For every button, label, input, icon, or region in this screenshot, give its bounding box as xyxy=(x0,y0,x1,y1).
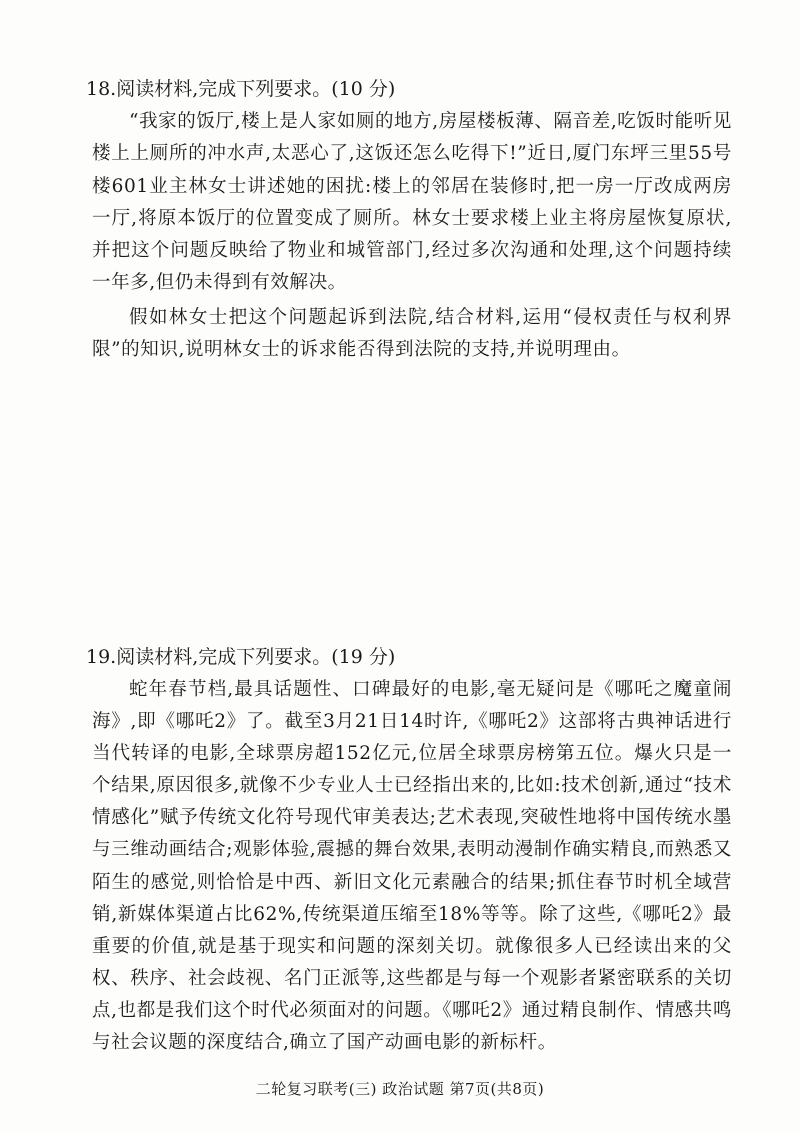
question-18-prompt: 假如林女士把这个问题起诉到法院,结合材料,运用“侵权责任与权利界限”的知识,说明林女士的诉求能否得到法院的支持,并说明理由。 xyxy=(92,306,732,361)
question-19-heading: 19.阅读材料,完成下列要求。(19 分) xyxy=(86,646,396,668)
question-18-heading: 18.阅读材料,完成下列要求。(10 分) xyxy=(86,78,396,100)
question-19 xyxy=(86,640,732,1059)
question-18 xyxy=(86,72,732,366)
question-19-material: 蛇年春节档,最具话题性、口碑最好的电影,毫无疑问是《哪吒之魔童闹海》,即《哪吒2》了。截至3月21日14时许,《哪吒2》这部将古典神话进行当代转译的电影,全球票房超152亿元,位居全球票房榜第五位。爆火只是一个结果,原因很多,就像不少专业人士已经指出来的,比如:技术创新,通过“技术情感化”赋予传统文化符号现代审美表达;艺术表现,突破性地将中国传统水墨与三维动画结合;观影体验,震撼的舞台效果,表明动漫制作确实精良,而熟悉又陌生的感觉,则恰恰是中西、新旧文化元素融合的结果;抓住春节时机全域营销,新媒体渠道占比62%,传统渠道压缩至18%等等。除了这些,《哪吒2》最重要的价值,就是基于现实和问题的深刻关切。就像很多人已经读出来的父权、秩序、社会歧视、名门正派等,这些都是与每一个观影者紧密联系的关切点,也都是我们这个时代必须面对的问题。《哪吒2》通过精良制作、情感共鸣与社会议题的深度结合,确立了国产动画电影的新标杆。 xyxy=(92,679,732,1054)
question-18-material: “我家的饭厅,楼上是人家如厕的地方,房屋楼板薄、隔音差,吃饭时能听见楼上上厕所的冲水声,太恶心了,这饭还怎么吃得下!”近日,厦门东坪三里55号楼601业主林女士讲述她的困扰:楼上的邻居在装修时,把一房一厅改成两房一厅,将原本饭厅的位置变成了厕所。林女士要求楼上业主将房屋恢复原状,并把这个问题反映给了物业和城管部门,经过多次沟通和处理,这个问题持续一年多,但仍未得到有效解决。 xyxy=(92,111,732,294)
page-footer: 二轮复习联考(三) 政治试题 第7页(共8页) xyxy=(255,1080,545,1098)
